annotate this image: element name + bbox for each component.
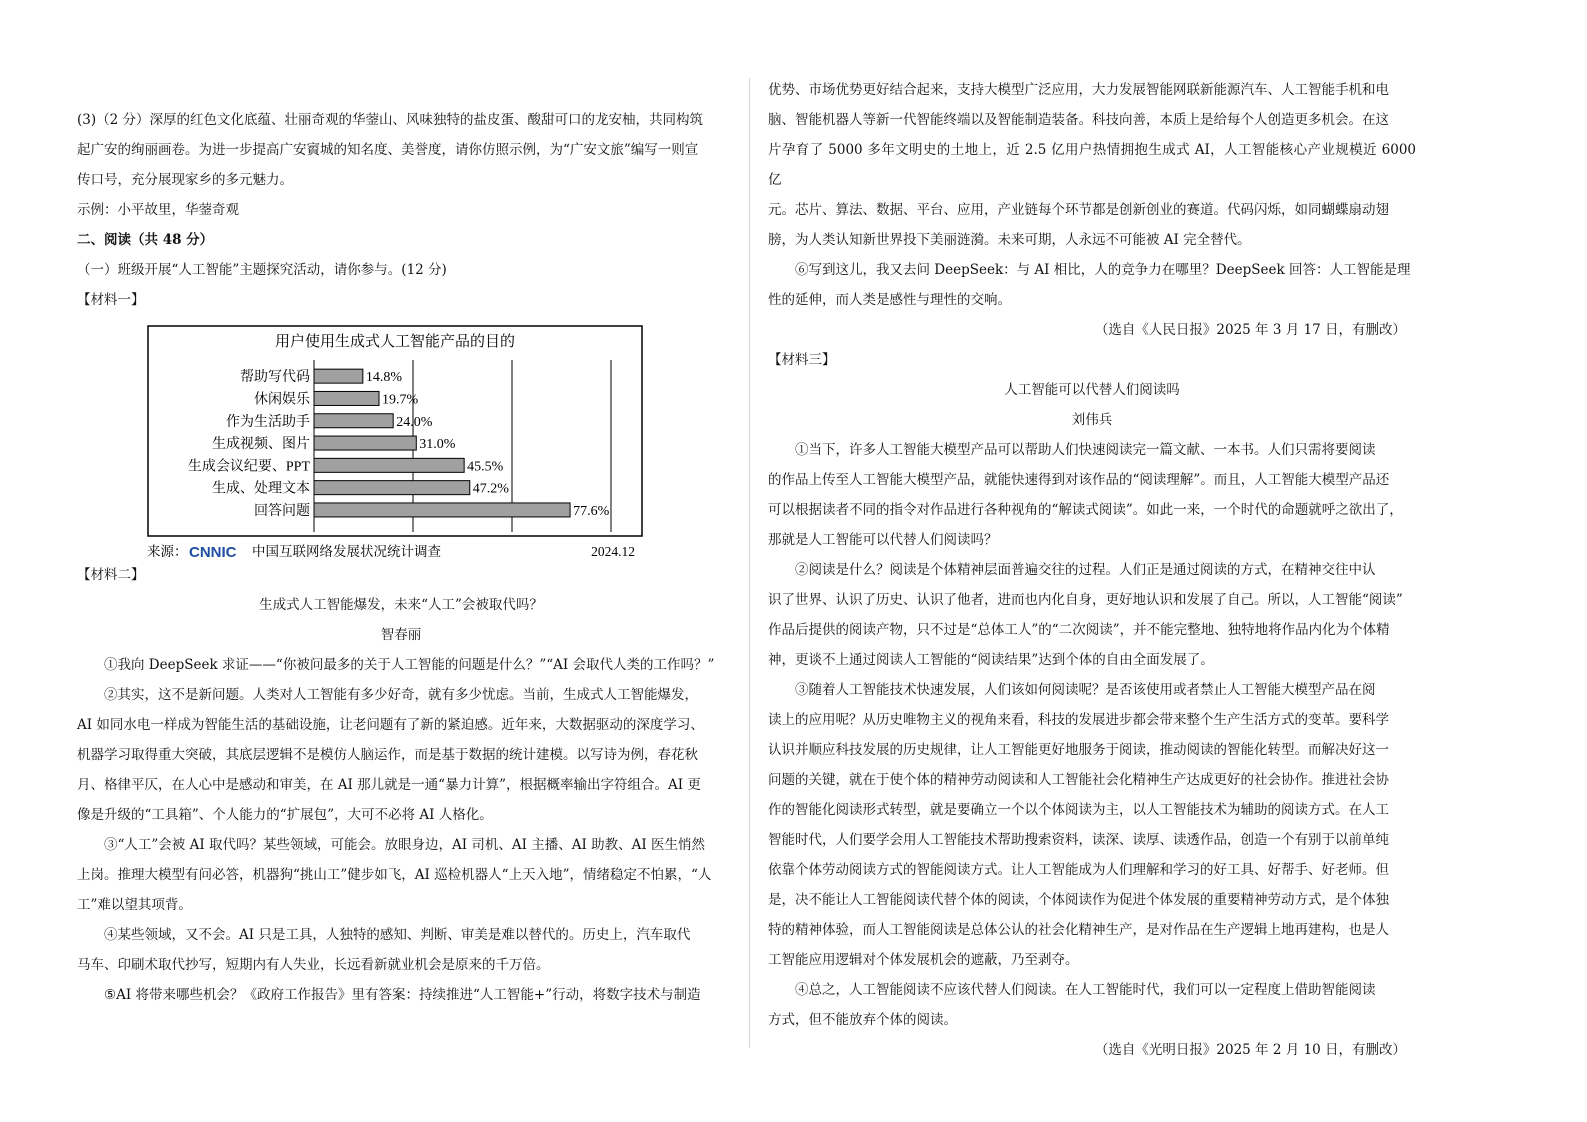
column-divider [749, 78, 750, 1048]
chart-category-label: 回答问题 [254, 503, 310, 519]
q3-line: 传口号，充分展现家乡的多元魅力。 [77, 172, 293, 188]
material3-line: ①当下，许多人工智能大模型产品可以帮助人们快速阅读完一篇文献、一本书。人们只需将要阅读 [795, 442, 1376, 458]
material2-line: 上岗。推理大模型有问必答，机器狗“挑山工”健步如飞，AI 巡检机器人“上天入地”，情绪稳定不怕累，“人 [77, 867, 712, 883]
material2-label: 【材料二】 [77, 567, 145, 583]
material2-cont-line: 脑、智能机器人等新一代智能终端以及智能制造装备。科技向善，本质上是给每个人创造更多机会。在这 [768, 112, 1389, 128]
material3-title: 人工智能可以代替人们阅读吗 [1004, 382, 1180, 398]
material2-cont-line: 片孕育了 5000 多年文明史的土地上，近 2.5 亿用户热情拥抱生成式 AI，人工智能核心产业规模近 6000 亿 [768, 142, 1416, 188]
material2 [77, 560, 725, 1010]
material3-author: 刘伟兵 [1071, 412, 1113, 428]
material2-cont-line: 膀，为人类认知新世界投下美丽涟漪。未来可期，人永远不可能被 AI 完全替代。 [768, 232, 1251, 248]
purpose-bar-chart [147, 325, 653, 565]
material3-line: 读上的应用呢？从历史唯物主义的视角来看，科技的发展进步都会带来整个生产生活方式的变革。要科学 [768, 712, 1389, 728]
material2-cont-line: ⑥写到这儿，我又去问 DeepSeek：与 AI 相比，人的竞争力在哪里？DeepSeek 回答：人工智能是理 [795, 262, 1411, 278]
material3-line: 是，决不能让人工智能阅读代替个体的阅读，个体阅读作为促进个体发展的重要精神劳动方式，是个体独 [768, 892, 1389, 908]
chart-bar [314, 369, 363, 383]
material2-line: ⑤AI 将带来哪些机会？《政府工作报告》里有答案：持续推进“人工智能+”行动，将数字技术与制造 [104, 987, 701, 1003]
chart-value-label: 19.7% [382, 392, 419, 408]
material3-line: 方式，但不能放弃个体的阅读。 [768, 1012, 957, 1028]
material3-line: 依靠个体劳动阅读方式的智能阅读方式。让人工智能成为人们理解和学习的好工具、好帮手、好老师。但 [768, 862, 1389, 878]
material3-line: 作的智能化阅读形式转型，就是要确立一个以个体阅读为主，以人工智能技术为辅助的阅读方式。在人工 [768, 802, 1389, 818]
chart-value-label: 47.2% [472, 481, 509, 497]
chart-date: 2024.12 [591, 544, 635, 559]
chart-bar [314, 503, 570, 517]
material3-line: 那就是人工智能可以代替人们阅读吗？ [768, 532, 998, 548]
chart-category-label: 帮助写代码 [240, 370, 310, 386]
material2-cont-line: 优势、市场优势更好结合起来，支持大模型广泛应用，大力发展智能网联新能源汽车、人工智能手机和电 [768, 82, 1389, 98]
material1-label: 【材料一】 [77, 292, 145, 308]
q3-line: 起广安的绚丽画卷。为进一步提高广安賨城的知名度、美誉度，请你仿照示例，为“广安文旅”编写一则宣 [77, 142, 699, 158]
material2-line: 月、格律平仄，在人心中是感动和审美，在 AI 那儿就是一通“暴力计算”，根据概率输出字符组合。AI 更 [77, 777, 701, 793]
q3-line: (3)（2 分）深厚的红色文化底蕴、壮丽奇观的华蓥山、风味独特的盐皮蛋、酸甜可口的龙安柚，共同构筑 [77, 112, 704, 128]
material2-author: 智春丽 [380, 627, 422, 643]
material2-continued [768, 75, 1416, 1065]
material2-title: 生成式人工智能爆发，未来“人工”会被取代吗？ [259, 597, 543, 613]
chart-bar [314, 436, 416, 450]
chart-value-label: 45.5% [467, 459, 504, 475]
question-3 [77, 105, 725, 315]
material3-line: 的作品上传至人工智能大模型产品，就能快速得到对该作品的“阅读理解”。而且，人工智能大模型产品还 [768, 472, 1390, 488]
material3-line: 作品后提供的阅读产物，只不过是“总体工人”的“二次阅读”，并不能完整地、独特地将作品内化为个体精 [768, 622, 1390, 638]
chart-value-label: 14.8% [365, 370, 403, 386]
material2-cont-line: 性的延伸，而人类是感性与理性的交响。 [768, 292, 1011, 308]
material3-line: 神，更谈不上通过阅读人工智能的“阅读结果”达到个体的自由全面发展了。 [768, 652, 1214, 668]
chart-bar [314, 481, 470, 495]
chart-category-label: 生成视频、图片 [212, 437, 310, 453]
chart-category-label: 生成、处理文本 [212, 481, 310, 497]
chart-value-label: 77.6% [573, 503, 610, 519]
material2-line: ①我向 DeepSeek 求证——“你被问最多的关于人工智能的问题是什么？”“AI 会取代人类的工作吗？” [104, 657, 715, 673]
material3-line: 智能时代，人们要学会用人工智能技术帮助搜索资料，读深、读厚、读透作品，创造一个有别于以前单纯 [768, 832, 1389, 848]
chart-bar [314, 414, 393, 428]
part-one-heading: （一）班级开展“人工智能”主题探究活动，请你参与。(12 分) [77, 262, 447, 278]
material3-line: 问题的关键，就在于使个体的精神劳动阅读和人工智能社会化精神生产达成更好的社会协作。推进社会协 [768, 772, 1389, 788]
chart-bar [314, 391, 379, 405]
chart-value-label: 31.0% [419, 437, 456, 453]
q3-example: 示例：小平故里，华蓥奇观 [77, 202, 239, 218]
material2-line: 马车、印刷术取代抄写，短期内有人失业，长远看新就业机会是原来的千万倍。 [77, 957, 550, 973]
material2-line: 工”难以望其项背。 [77, 897, 192, 913]
material3-source: （选自《光明日报》2025 年 2 月 10 日，有删改） [1094, 1042, 1406, 1058]
chart-bar [314, 458, 464, 472]
chart-source-org: 中国互联网络发展状况统计调查 [252, 544, 441, 559]
material2-line: ②其实，这不是新问题。人类对人工智能有多少好奇，就有多少忧虑。当前，生成式人工智能爆发， [104, 687, 698, 703]
material2-line: AI 如同水电一样成为智能生活的基础设施，让老问题有了新的紧迫感。近年来，大数据驱动的深度学习、 [77, 717, 704, 733]
material2-line: ③“人工”会被 AI 取代吗？某些领域，可能会。放眼身边，AI 司机、AI 主播、AI 助教、AI 医生悄然 [104, 837, 705, 853]
chart-category-label: 作为生活助手 [226, 414, 310, 430]
material3-line: 识了世界、认识了历史、认识了他者，进而也内化自身，更好地认识和发展了自己。所以，人工智能“阅读” [768, 592, 1403, 608]
chart-source-prefix: 来源： [147, 544, 188, 559]
material2-line: 像是升级的“工具箱”、个人能力的“扩展包”，大可不必将 AI 人格化。 [77, 807, 493, 823]
material2-cont-line: 元。芯片、算法、数据、平台、应用，产业链每个环节都是创新创业的赛道。代码闪烁，如同蝴蝶扇动翅 [768, 202, 1389, 218]
chart-value-label: 24.0% [396, 414, 433, 430]
section-title: 二、阅读（共 48 分） [77, 232, 214, 248]
chart-category-label: 休闲娱乐 [254, 392, 310, 408]
material2-line: 机器学习取得重大突破，其底层逻辑不是模仿人脑运作，而是基于数据的统计建模。以写诗为例，春花秋 [77, 747, 698, 763]
material3-line: 工智能应用逻辑对个体发展机会的遮蔽，乃至剥夺。 [768, 952, 1079, 968]
material3-line: ②阅读是什么？阅读是个体精神层面普遍交往的过程。人们正是通过阅读的方式，在精神交往中认 [795, 562, 1376, 578]
material2-line: ④某些领域，又不会。AI 只是工具，人独特的感知、判断、审美是难以替代的。历史上，汽车取代 [104, 927, 691, 943]
material3-line: ④总之，人工智能阅读不应该代替人们阅读。在人工智能时代，我们可以一定程度上借助智能阅读 [795, 982, 1376, 998]
chart-svg [147, 325, 653, 565]
material3-line: 可以根据读者不同的指令对作品进行各种视角的“解读式阅读”。如此一来，一个时代的命题就呼之欲出了， [768, 502, 1403, 518]
chart-title: 用户使用生成式人工智能产品的目的 [274, 334, 516, 350]
material2-source: （选自《人民日报》2025 年 3 月 17 日，有删改） [1094, 322, 1406, 338]
material3-line: 认识并顺应科技发展的历史规律，让人工智能更好地服务于阅读，推动阅读的智能化转型。而解决好这一 [768, 742, 1389, 758]
material3-label: 【材料三】 [768, 352, 836, 368]
material3-line: ③随着人工智能技术快速发展，人们该如何阅读呢？是否该使用或者禁止人工智能大模型产品在阅 [795, 682, 1376, 698]
cnnic-logo-text: CNNIC [189, 544, 237, 561]
chart-category-label: 生成会议纪要、PPT [187, 459, 310, 475]
material3-line: 特的精神体验，而人工智能阅读是总体公认的社会化精神生产，是对作品在生产逻辑上地再建构，也是人 [768, 922, 1389, 938]
